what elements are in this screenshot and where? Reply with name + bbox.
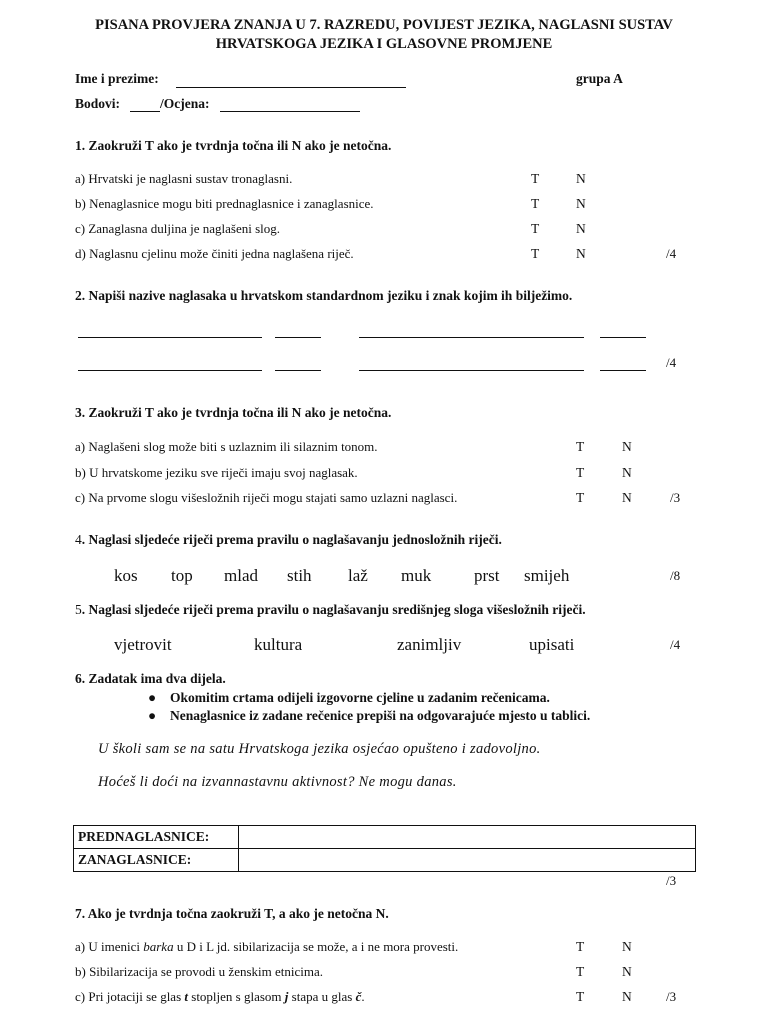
table-row <box>74 826 696 849</box>
q7-c-letter-j: j <box>284 989 289 1004</box>
name-label: Ime i prezime: <box>75 71 159 86</box>
q4-word: top <box>171 566 193 585</box>
q6-sentence-2: Hoćeš li doći na izvannastavnu aktivnost? Ne mogu danas. <box>98 774 457 790</box>
q7-heading: 7. Ako je tvrdnja točna zaokruži T, a ako je netočna N. <box>75 906 389 921</box>
q7-a-text-end: u D i L jd. sibilarizacija se može, a i ne mora provesti. <box>173 939 459 954</box>
q1-item-c: c) Zanaglasna duljina je naglašeni slog. <box>75 221 281 236</box>
q5-word: vjetrovit <box>114 635 172 654</box>
q7-a-emphasis: barka <box>143 939 174 954</box>
name-field-line[interactable] <box>176 87 406 88</box>
q2-sign-line[interactable] <box>600 370 646 371</box>
q3-heading: 3. Zaokruži T ako je tvrdnja točna ili N ako je netočna. <box>75 405 392 420</box>
points-field-line[interactable] <box>130 111 160 112</box>
q5-word: upisati <box>529 635 575 654</box>
q6-bullet-1: Okomitim crtama odijeli izgovorne cjeline u zadanim rečenicama. <box>170 690 550 705</box>
zanaglasnice-answer-cell[interactable] <box>239 849 696 872</box>
q1-t-b[interactable]: T <box>531 196 540 211</box>
q2-answer-line[interactable] <box>78 370 262 371</box>
q4-score: /8 <box>670 568 681 583</box>
q4-heading <box>75 532 502 548</box>
q5-score: /4 <box>670 637 681 652</box>
q1-heading: 1. Zaokruži T ako je tvrdnja točna ili N ako je netočna. <box>75 138 392 153</box>
q7-item-a <box>75 939 458 955</box>
q3-item-b: b) U hrvatskome jeziku sve riječi imaju svoj naglasak. <box>75 465 358 480</box>
q3-item-a: a) Naglašeni slog može biti s uzlaznim ili silaznim tonom. <box>75 439 378 454</box>
q7-c-text: c) Pri jotaciji se glas <box>75 989 185 1004</box>
prednaglasnice-label: PREDNAGLASNICE: <box>74 826 239 849</box>
q2-answer-line[interactable] <box>78 337 262 338</box>
q5-word: kultura <box>254 635 303 654</box>
q7-n-a[interactable]: N <box>622 939 632 954</box>
q1-score: /4 <box>666 246 677 261</box>
q2-heading: 2. Napiši nazive naglasaka u hrvatskom standardnom jeziku i znak kojim ih bilježimo. <box>75 288 573 303</box>
q6-sentence-1: U školi sam se na satu Hrvatskoga jezika osjećao opušteno i zadovoljno. <box>98 741 541 757</box>
q3-t-a[interactable]: T <box>576 439 585 454</box>
q5-heading <box>75 602 586 618</box>
q7-n-b[interactable]: N <box>622 964 632 979</box>
q1-n-c[interactable]: N <box>576 221 586 236</box>
page-title-line2: HRVATSKOGA JEZIKA I GLASOVNE PROMJENE <box>215 36 553 52</box>
q4-word: stih <box>287 566 312 585</box>
q7-t-b[interactable]: T <box>576 964 585 979</box>
q1-t-d[interactable]: T <box>531 246 540 261</box>
q1-t-a[interactable]: T <box>531 171 540 186</box>
q7-t-a[interactable]: T <box>576 939 585 954</box>
points-label: Bodovi: <box>75 96 121 111</box>
page-title-line1: PISANA PROVJERA ZNANJA U 7. RAZREDU, POVIJEST JEZIKA, NAGLASNI SUSTAV <box>95 17 673 33</box>
q1-n-a[interactable]: N <box>576 171 586 186</box>
q6-bullet-2: Nenaglasnice iz zadane rečenice prepiši na odgovarajuće mjesto u tablici. <box>170 708 591 723</box>
clitics-table <box>73 825 696 872</box>
q3-n-c[interactable]: N <box>622 490 632 505</box>
q4-word: laž <box>348 566 368 585</box>
q1-n-b[interactable]: N <box>576 196 586 211</box>
q4-word: kos <box>114 566 138 585</box>
q3-item-c: c) Na prvome slogu višesložnih riječi mogu stajati samo uzlazni naglasci. <box>75 490 458 505</box>
table-row <box>74 849 696 872</box>
q1-item-d: d) Naglasnu cjelinu može činiti jedna naglašena riječ. <box>75 246 354 261</box>
q2-answer-line[interactable] <box>359 337 584 338</box>
q2-sign-line[interactable] <box>275 370 321 371</box>
q5-word: zanimljiv <box>397 635 462 654</box>
q7-score: /3 <box>666 989 677 1004</box>
q4-heading-text: . Naglasi sljedeće riječi prema pravilu o naglašavanju jednosložnih riječi. <box>81 532 502 547</box>
q2-sign-line[interactable] <box>275 337 321 338</box>
q1-item-a: a) Hrvatski je naglasni sustav tronaglasni. <box>75 171 293 186</box>
q3-score: /3 <box>670 490 681 505</box>
q2-answer-line[interactable] <box>359 370 584 371</box>
bullet-icon: ● <box>148 708 157 723</box>
q1-n-d[interactable]: N <box>576 246 586 261</box>
q4-word: muk <box>401 566 432 585</box>
q5-number: 5 <box>75 602 82 617</box>
q7-c-letter-c: č <box>355 989 362 1004</box>
q6-heading: 6. Zadatak ima dva dijela. <box>75 671 226 686</box>
q3-n-b[interactable]: N <box>622 465 632 480</box>
q7-item-b: b) Sibilarizacija se provodi u ženskim etnicima. <box>75 964 324 979</box>
prednaglasnice-answer-cell[interactable] <box>239 826 696 849</box>
grade-field-line[interactable] <box>220 111 360 112</box>
bullet-icon: ● <box>148 690 157 705</box>
q7-a-text: a) U imenici <box>75 939 144 954</box>
q4-number: 4 <box>75 532 82 547</box>
grade-label: /Ocjena: <box>160 96 210 111</box>
group-label: grupa A <box>576 71 623 86</box>
q2-sign-line[interactable] <box>600 337 646 338</box>
q7-item-c <box>75 989 365 1005</box>
q2-score: /4 <box>666 355 677 370</box>
q3-t-b[interactable]: T <box>576 465 585 480</box>
q5-heading-text: . Naglasi sljedeće riječi prema pravilu o naglašavanju središnjeg sloga višesložnih riječi. <box>81 602 586 617</box>
q1-t-c[interactable]: T <box>531 221 540 236</box>
q7-c-text-mid2: stapa u glas <box>288 989 356 1004</box>
q3-t-c[interactable]: T <box>576 490 585 505</box>
q4-word: prst <box>474 566 500 585</box>
q3-n-a[interactable]: N <box>622 439 632 454</box>
q7-c-letter-t: t <box>184 989 189 1004</box>
q7-t-c[interactable]: T <box>576 989 585 1004</box>
q7-c-text-end: . <box>361 989 365 1004</box>
q7-n-c[interactable]: N <box>622 989 632 1004</box>
q4-word: smijeh <box>524 566 570 585</box>
q1-item-b: b) Nenaglasnice mogu biti prednaglasnice i zanaglasnice. <box>75 196 374 211</box>
q6-score: /3 <box>666 873 677 888</box>
zanaglasnice-label: ZANAGLASNICE: <box>74 849 239 872</box>
q4-word: mlad <box>224 566 258 585</box>
q7-c-text-mid: stopljen s glasom <box>188 989 285 1004</box>
